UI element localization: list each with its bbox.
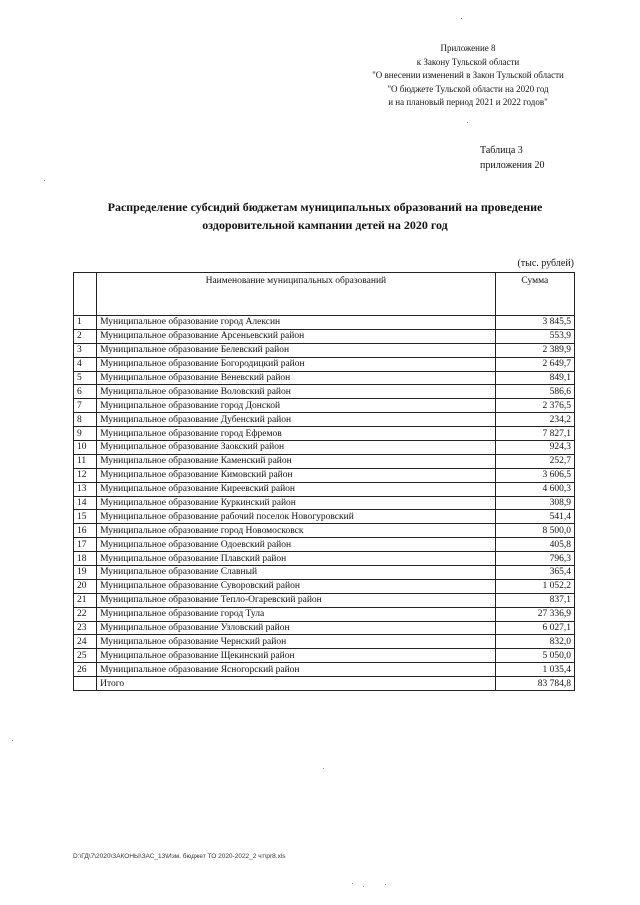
table-row	[74, 329, 575, 343]
row-number: 5	[74, 371, 97, 385]
municipality-name: Муниципальное образование Ясногорский район	[97, 663, 496, 677]
subsidy-amount: 2 389,9	[495, 343, 574, 357]
municipality-name: Муниципальное образование Чернский район	[97, 635, 496, 649]
subsidy-amount: 837,1	[495, 593, 574, 607]
title-line: оздоровительной кампании детей на 2020 год	[202, 218, 448, 232]
table-row	[74, 510, 575, 524]
municipality-name: Муниципальное образование Кимовский район	[97, 468, 496, 482]
file-path-footer: D:\ГД\7\2020\ЗАКОНЫ\ЗАС_13\Изм. бюджет ТО 2020-2022_2 чт\pr8.xls	[73, 853, 286, 860]
municipality-name: Муниципальное образование Белевский район	[97, 343, 496, 357]
municipality-name: Муниципальное образование Тепло-Огаревский район	[97, 593, 496, 607]
row-number: 4	[74, 357, 97, 371]
row-number: 12	[74, 468, 97, 482]
subsidy-amount: 849,1	[495, 371, 574, 385]
table-ref-line: Таблица 3	[480, 145, 523, 156]
table-row	[74, 579, 575, 593]
total-amount: 83 784,8	[495, 677, 574, 691]
row-number: 3	[74, 343, 97, 357]
total-row	[74, 677, 575, 691]
municipality-name: Муниципальное образование Дубенский район	[97, 413, 496, 427]
municipality-name: Муниципальное образование Славный	[97, 566, 496, 580]
appendix-line: "О внесении изменений в Закон Тульской области	[372, 70, 564, 80]
municipality-name: Муниципальное образование Богородицкий район	[97, 357, 496, 371]
subsidy-amount: 553,9	[495, 329, 574, 343]
table-row	[74, 441, 575, 455]
row-number: 21	[74, 593, 97, 607]
scan-speck	[44, 180, 45, 181]
municipality-name: Муниципальное образование Арсеньевский район	[97, 329, 496, 343]
row-number: 25	[74, 649, 97, 663]
row-number: 18	[74, 552, 97, 566]
table-row	[74, 593, 575, 607]
subsidy-amount: 4 600,3	[495, 482, 574, 496]
scan-speck	[385, 884, 386, 885]
scan-speck	[352, 883, 353, 884]
subsidy-amount: 2 649,7	[495, 357, 574, 371]
table-row	[74, 566, 575, 580]
table-reference	[480, 143, 575, 173]
appendix-line: к Закону Тульской области	[416, 56, 520, 67]
table-ref-line: приложения 20	[480, 160, 545, 171]
municipality-name: Муниципальное образование Киреевский район	[97, 482, 496, 496]
table-row	[74, 468, 575, 482]
total-label: Итого	[97, 677, 496, 691]
scan-speck	[363, 886, 364, 887]
municipality-name: Муниципальное образование город Ефремов	[97, 427, 496, 441]
row-number: 24	[74, 635, 97, 649]
row-number: 22	[74, 607, 97, 621]
table-row	[74, 357, 575, 371]
table-row	[74, 607, 575, 621]
subsidy-amount: 586,6	[495, 385, 574, 399]
subsidy-amount: 924,3	[495, 441, 574, 455]
appendix-line: Приложение 8	[440, 43, 496, 53]
subsidy-amount: 796,3	[495, 552, 574, 566]
appendix-header	[360, 42, 576, 110]
scan-speck	[323, 768, 324, 769]
header-name-cell: Наименование муниципальных образований	[97, 273, 496, 316]
municipality-name: Муниципальное образование Воловский район	[97, 385, 496, 399]
table-row	[74, 427, 575, 441]
table-row	[74, 649, 575, 663]
subsidy-amount: 3 606,5	[495, 468, 574, 482]
row-number: 14	[74, 496, 97, 510]
appendix-line: "О бюджете Тульской области на 2020 год	[387, 83, 549, 94]
table-row	[74, 385, 575, 399]
municipality-name: Муниципальное образование Плавский район	[97, 552, 496, 566]
row-number: 7	[74, 399, 97, 413]
subsidy-amount: 1 052,2	[495, 579, 574, 593]
municipality-name: Муниципальное образование рабочий поселок Новогуровский	[97, 510, 496, 524]
table-row	[74, 316, 575, 330]
subsidy-amount: 365,4	[495, 566, 574, 580]
row-number: 8	[74, 413, 97, 427]
subsidy-amount: 234,2	[495, 413, 574, 427]
municipality-name: Муниципальное образование Суворовский район	[97, 579, 496, 593]
subsidy-amount: 405,8	[495, 538, 574, 552]
municipality-name: Муниципальное образование Заокский район	[97, 441, 496, 455]
subsidy-amount: 27 336,9	[495, 607, 574, 621]
subsidy-amount: 7 827,1	[495, 427, 574, 441]
subsidy-amount: 2 376,5	[495, 399, 574, 413]
municipality-name: Муниципальное образование Куркинский район	[97, 496, 496, 510]
row-number: 11	[74, 454, 97, 468]
table-row	[74, 524, 575, 538]
subsidy-amount: 5 050,0	[495, 649, 574, 663]
table-row	[74, 482, 575, 496]
table-row	[74, 621, 575, 635]
row-number: 23	[74, 621, 97, 635]
table-row	[74, 413, 575, 427]
header-sum-cell: Сумма	[495, 273, 574, 316]
table-row	[74, 496, 575, 510]
subsidy-amount: 541,4	[495, 510, 574, 524]
scan-speck	[467, 122, 468, 123]
subsidy-table	[73, 272, 575, 691]
subsidy-amount: 1 035,4	[495, 663, 574, 677]
subsidy-amount: 308,9	[495, 496, 574, 510]
row-number: 17	[74, 538, 97, 552]
table-row	[74, 635, 575, 649]
table-row	[74, 371, 575, 385]
table-row	[74, 343, 575, 357]
row-number: 26	[74, 663, 97, 677]
scan-speck	[12, 740, 13, 741]
title-line: Распределение субсидий бюджетам муниципальных образований на проведение	[107, 200, 543, 214]
scan-speck	[461, 18, 462, 19]
subsidy-amount: 832,0	[495, 635, 574, 649]
row-number: 19	[74, 566, 97, 580]
units-label: (тыс. рублей)	[517, 258, 574, 269]
table-row	[74, 552, 575, 566]
subsidy-amount: 8 500,0	[495, 524, 574, 538]
row-number: 6	[74, 385, 97, 399]
document-title	[70, 198, 580, 234]
municipality-name: Муниципальное образование Веневский район	[97, 371, 496, 385]
row-number: 9	[74, 427, 97, 441]
subsidy-amount: 252,7	[495, 454, 574, 468]
row-number: 2	[74, 329, 97, 343]
municipality-name: Муниципальное образование Каменский район	[97, 454, 496, 468]
municipality-name: Муниципальное образование город Новомосковск	[97, 524, 496, 538]
table-row	[74, 399, 575, 413]
row-number: 20	[74, 579, 97, 593]
row-number: 16	[74, 524, 97, 538]
appendix-line: и на плановый период 2021 и 2022 годов"	[388, 97, 548, 107]
row-number: 1	[74, 316, 97, 330]
header-num-cell	[74, 273, 97, 316]
municipality-name: Муниципальное образование Одоевский район	[97, 538, 496, 552]
row-number: 10	[74, 441, 97, 455]
table-header-row	[74, 273, 575, 316]
municipality-name: Муниципальное образование город Донской	[97, 399, 496, 413]
subsidy-amount: 3 845,5	[495, 316, 574, 330]
table-body	[74, 316, 575, 691]
row-number: 15	[74, 510, 97, 524]
row-number: 13	[74, 482, 97, 496]
total-num-cell	[74, 677, 97, 691]
municipality-name: Муниципальное образование город Тула	[97, 607, 496, 621]
municipality-name: Муниципальное образование город Алексин	[97, 316, 496, 330]
table-row	[74, 663, 575, 677]
table-row	[74, 454, 575, 468]
municipality-name: Муниципальное образование Щекинский район	[97, 649, 496, 663]
municipality-name: Муниципальное образование Узловский район	[97, 621, 496, 635]
subsidy-amount: 6 027,1	[495, 621, 574, 635]
table-row	[74, 538, 575, 552]
